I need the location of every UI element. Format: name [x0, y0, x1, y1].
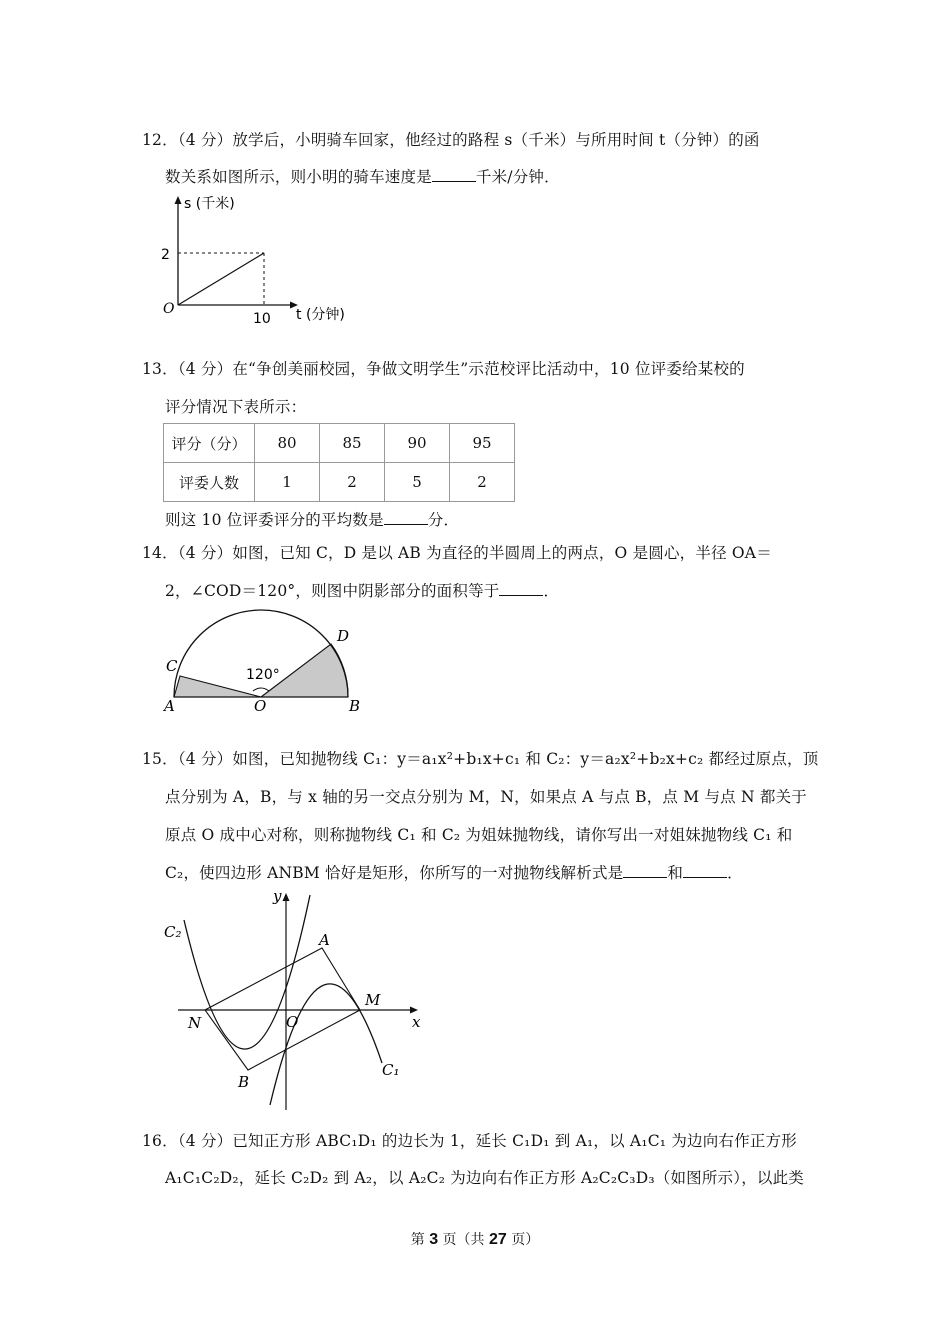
- x-axis-label: t (分钟): [296, 307, 345, 323]
- svg-text:B: B: [238, 1073, 250, 1091]
- table-header-cell: 评委人数: [164, 463, 255, 502]
- answer-blank: [623, 863, 667, 878]
- svg-text:C: C: [166, 657, 178, 675]
- table-cell: 2: [320, 463, 385, 502]
- table-cell: 5: [385, 463, 450, 502]
- q12-line2: 数关系如图所示，则小明的骑车速度是 千米/分钟．: [165, 168, 560, 186]
- q14-semicircle-figure: [160, 605, 370, 715]
- svg-text:M: M: [365, 991, 381, 1009]
- q16-line2: A₁C₁C₂D₂，延长 C₂D₂ 到 A₂，以 A₂C₂ 为边向右作正方形 A₂C₂C₃D₃（如图所示），以此类: [165, 1169, 805, 1187]
- rectangle-anbm: [205, 948, 360, 1070]
- q16-line1: 16．（4 分）已知正方形 ABC₁D₁ 的边长为 1，延长 C₁D₁ 到 A₁，以 A₁C₁ 为边向右作正方形: [142, 1132, 797, 1150]
- svg-text:D: D: [337, 627, 350, 645]
- y-axis-label: s (千米): [184, 196, 235, 212]
- answer-blank: [384, 510, 428, 525]
- answer-blank: [683, 863, 727, 878]
- table-header-cell: 评分（分）: [164, 424, 255, 463]
- page-total: 27: [489, 1231, 507, 1248]
- svg-text:N: N: [188, 1014, 202, 1032]
- q13-line2: 评分情况下表所示：: [165, 398, 307, 416]
- svg-text:x: x: [412, 1013, 421, 1031]
- table-row: [164, 424, 515, 463]
- table-cell: 80: [255, 424, 320, 463]
- answer-blank: [499, 581, 543, 596]
- q15-line4: C₂，使四边形 ANBM 恰好是矩形，你所写的一对抛物线解析式是 和 ．: [165, 864, 743, 882]
- score-table: [163, 423, 515, 502]
- q15-line3: 原点 O 成中心对称，则称抛物线 C₁ 和 C₂ 为姐妹抛物线，请你写出一对姐妹抛物线 C₁ 和: [165, 826, 793, 844]
- q13-line3: 则这 10 位评委评分的平均数是 分．: [165, 511, 460, 529]
- y-tick-label: 2: [161, 247, 170, 263]
- table-cell: 85: [320, 424, 385, 463]
- answer-blank: [432, 167, 476, 182]
- q12-distance-time-graph: [158, 193, 368, 333]
- origin-label: O: [163, 301, 175, 317]
- q15-line2: 点分别为 A，B，与 x 轴的另一交点分别为 M，N，如果点 A 与点 B，点 M 与点 N 都关于: [165, 788, 807, 806]
- table-cell: 2: [450, 463, 515, 502]
- table-cell: 95: [450, 424, 515, 463]
- x-tick-label: 10: [253, 311, 271, 327]
- table-row: [164, 463, 515, 502]
- page-number: 3: [429, 1231, 439, 1248]
- svg-text:B: B: [349, 697, 361, 715]
- q12-line1: 12．（4 分）放学后，小明骑车回家，他经过的路程 s（千米）与所用时间 t（分钟）的函: [142, 131, 760, 149]
- svg-text:C₁: C₁: [382, 1061, 400, 1079]
- q14-line1: 14．（4 分）如图，已知 C，D 是以 AB 为直径的半圆周上的两点，O 是圆心，半径 OA＝: [142, 544, 772, 562]
- q13-line1: 13．（4 分）在“争创美丽校园，争做文明学生”示范校评比活动中，10 位评委给某校的: [142, 360, 745, 378]
- q14-line2: 2，∠COD＝120°，则图中阴影部分的面积等于 ．: [165, 582, 560, 600]
- q15-parabola-figure: [160, 885, 430, 1115]
- table-cell: 90: [385, 424, 450, 463]
- svg-text:C₂: C₂: [164, 923, 182, 941]
- page-footer: 第 3 页（共 27 页）: [410, 1231, 540, 1248]
- table-cell: 1: [255, 463, 320, 502]
- svg-text:O: O: [286, 1013, 299, 1031]
- q15-line1: 15．（4 分）如图，已知抛物线 C₁：y＝a₁x²+b₁x+c₁ 和 C₂：y＝a₂x²+b₂x+c₂ 都经过原点，顶: [142, 750, 819, 768]
- svg-text:y: y: [273, 887, 282, 905]
- svg-text:A: A: [319, 931, 330, 949]
- svg-text:O: O: [254, 697, 267, 715]
- angle-label: 120°: [246, 667, 280, 683]
- svg-text:A: A: [164, 697, 175, 715]
